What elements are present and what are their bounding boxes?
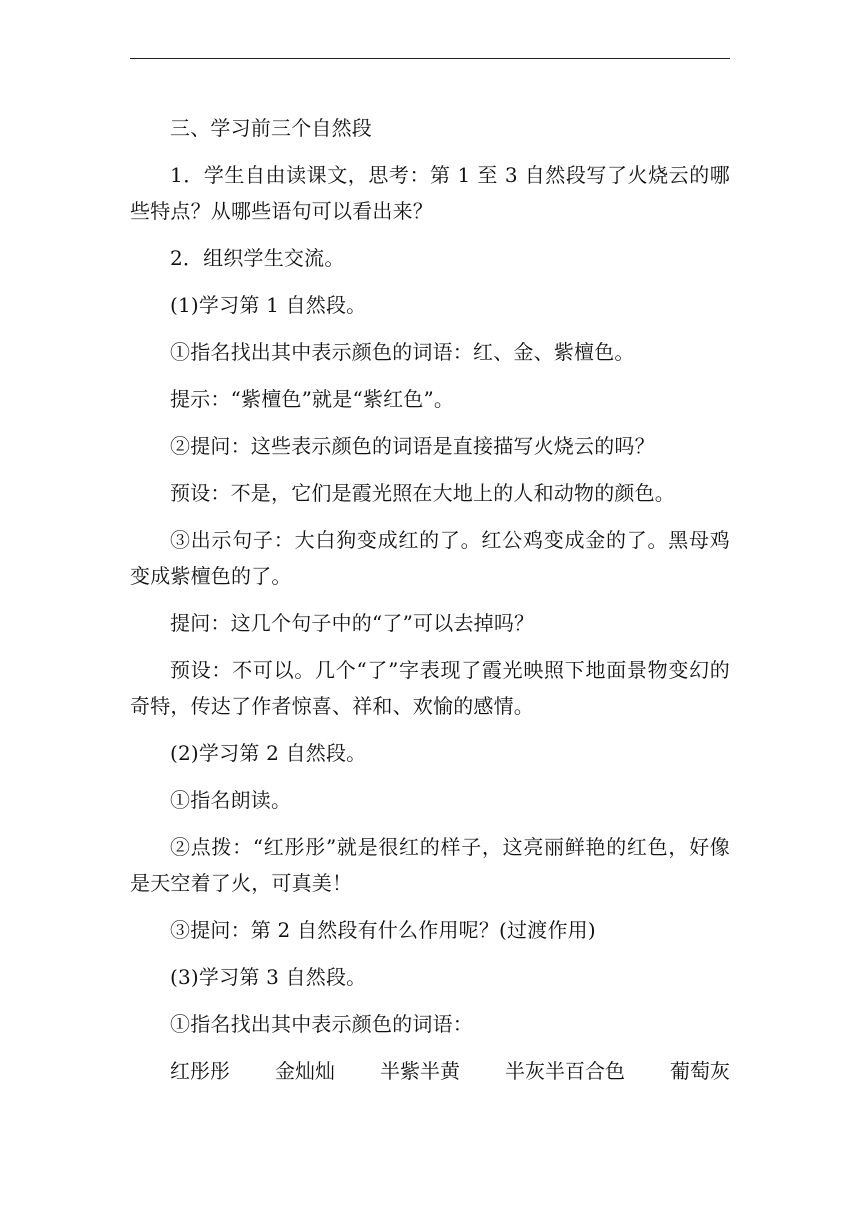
paragraph: ③出示句子：大白狗变成红的了。红公鸡变成金的了。黑母鸡变成紫檀色的了。: [130, 528, 730, 588]
paragraph: (2)学习第 2 自然段。: [170, 741, 367, 765]
paragraph: 2．组织学生交流。: [170, 246, 345, 270]
paragraph: 预设：不可以。几个“了”字表现了霞光映照下地面景物变幻的奇特，传达了作者惊喜、祥和、欢愉的感情。: [130, 658, 730, 718]
color-term: 半灰半百合色: [505, 1059, 625, 1083]
paragraph: ②点拨：“红彤彤”就是很红的样子，这亮丽鲜艳的红色，好像是天空着了火，可真美！: [130, 835, 730, 895]
document-body: [130, 110, 730, 1089]
color-terms-row: [130, 1053, 730, 1089]
paragraph: ②提问：这些表示颜色的词语是直接描写火烧云的吗？: [170, 434, 655, 458]
header-rule: [130, 58, 730, 59]
paragraph: 预设：不是，它们是霞光照在大地上的人和动物的颜色。: [170, 481, 675, 505]
paragraph: (1)学习第 1 自然段。: [170, 293, 367, 317]
paragraph: (3)学习第 3 自然段。: [170, 965, 367, 989]
section-heading: 三、学习前三个自然段: [170, 116, 372, 140]
color-term: 金灿灿: [275, 1059, 335, 1083]
paragraph: 提示：“紫檀色”就是“紫红色”。: [170, 387, 455, 411]
color-term: 红彤彤: [170, 1059, 230, 1083]
color-term: 半紫半黄: [380, 1059, 460, 1083]
paragraph: ①指名找出其中表示颜色的词语：: [170, 1012, 473, 1036]
paragraph: 1．学生自由读课文，思考：第 1 至 3 自然段写了火烧云的哪些特点？从哪些语句可以看出来？: [130, 163, 730, 223]
color-term: 葡萄灰: [670, 1059, 730, 1083]
paragraph: ①指名找出其中表示颜色的词语：红、金、紫檀色。: [170, 340, 635, 364]
paragraph: ①指名朗读。: [170, 788, 292, 812]
paragraph: ③提问：第 2 自然段有什么作用呢？(过渡作用): [170, 918, 596, 942]
paragraph: 提问：这几个句子中的“了”可以去掉吗？: [170, 611, 535, 635]
